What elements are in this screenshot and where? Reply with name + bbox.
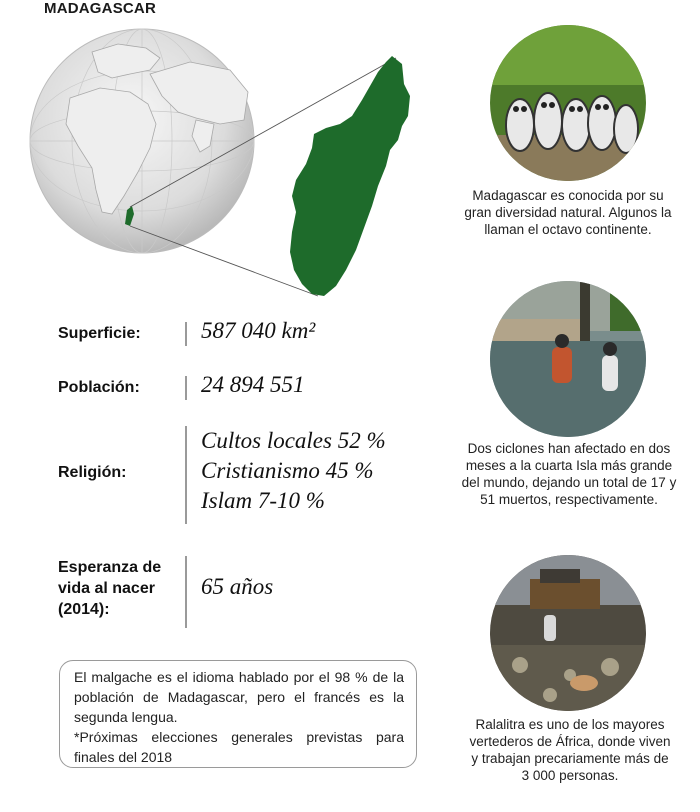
language-note-text: El malgache es el idioma hablado por el 98 % de la población de Madagascar, pero el francés es la segunda lengua. [74, 669, 404, 725]
lemurs-photo [490, 25, 646, 181]
poblacion-label: Población: [58, 379, 140, 396]
flood-caption: Dos ciclones han afectado en dos meses a la cuarta Isla más grande del mundo, dejando un total de 17 y 51 muertos, respectivamente. [461, 441, 677, 507]
religion-item: Islam 7-10 % [201, 488, 325, 513]
esperanza-label-line: (2014): [58, 601, 110, 618]
esperanza-label-line: Esperanza de [58, 559, 162, 576]
language-note-box [59, 660, 417, 768]
divider-line [185, 556, 187, 628]
dump-caption: Ralalitra es uno de los mayores vertederos de África, donde viven y trabajan precariamente más de 3 000 personas. [469, 717, 671, 783]
divider-line [185, 426, 187, 524]
superficie-value: 587 040 km² [201, 318, 316, 343]
divider-line [185, 376, 187, 400]
religion-values [201, 426, 386, 516]
religion-item: Cristianismo 45 % [201, 458, 374, 483]
elections-note-text: *Próximas elecciones generales previstas para finales del 2018 [74, 729, 404, 765]
lemurs-caption: Madagascar es conocida por su gran diversidad natural. Algunos la llaman el octavo continente. [464, 188, 672, 237]
globe-icon [30, 29, 254, 253]
religion-label: Religión: [58, 464, 127, 481]
superficie-label: Superficie: [58, 325, 141, 342]
madagascar-map-icon [290, 56, 410, 296]
esperanza-value: 65 años [201, 574, 274, 599]
divider-line [185, 322, 187, 346]
page-title: MADAGASCAR [44, 0, 156, 17]
flood-photo [490, 281, 646, 437]
esperanza-label [58, 557, 161, 620]
poblacion-value: 24 894 551 [201, 372, 305, 397]
esperanza-label-line: vida al nacer [58, 580, 155, 597]
religion-item: Cultos locales 52 % [201, 428, 386, 453]
dump-photo [490, 555, 646, 711]
